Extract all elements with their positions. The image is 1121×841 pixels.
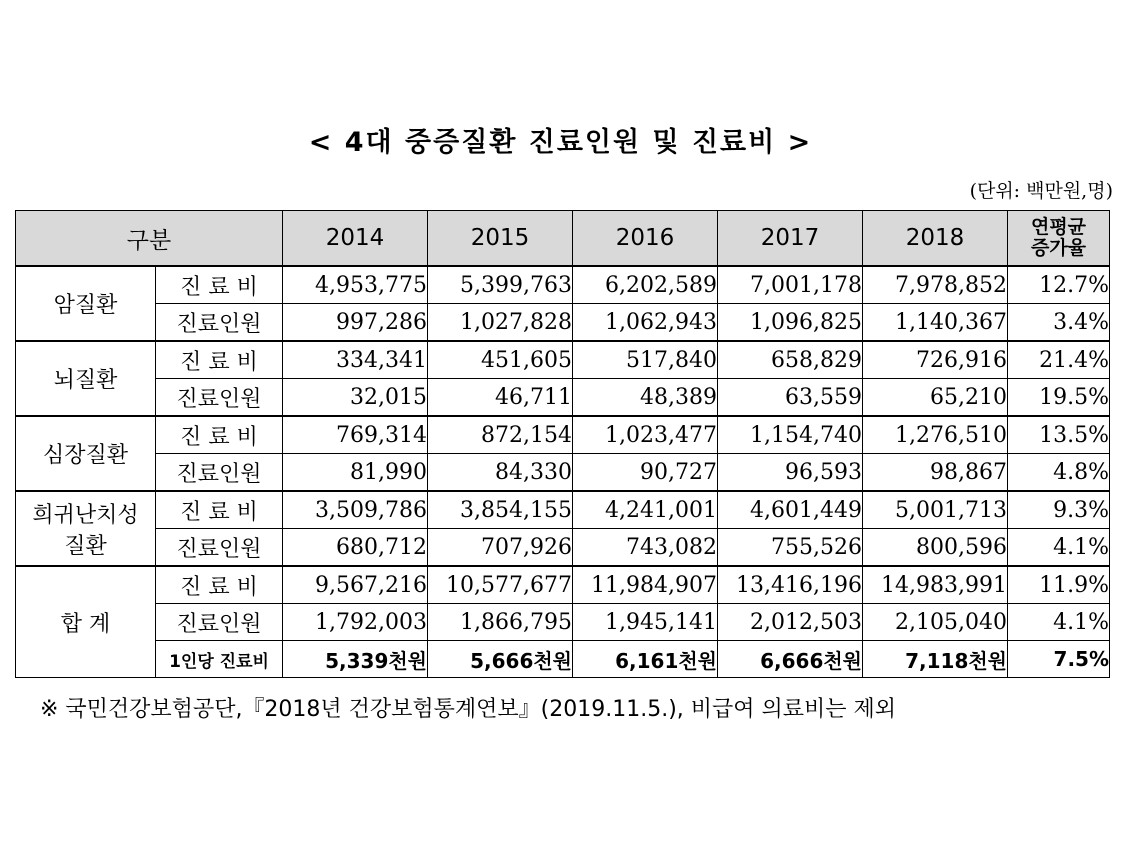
metric-label: 진료인원 (156, 304, 283, 342)
value-cell: 707,926 (428, 529, 573, 567)
header-year: 2017 (718, 211, 863, 267)
value-cell: 6,202,589 (573, 266, 718, 304)
metric-label: 진료인원 (156, 529, 283, 567)
category-label: 합 계 (60, 611, 111, 637)
value-cell: 46,711 (428, 379, 573, 417)
value-cell: 96,593 (718, 454, 863, 492)
value-cell: 1,027,828 (428, 304, 573, 342)
growth-cell: 19.5% (1008, 379, 1110, 417)
value-cell: 1,945,141 (573, 604, 718, 641)
value-cell: 2,105,040 (863, 604, 1008, 641)
header-year: 2015 (428, 211, 573, 267)
statistics-table (15, 210, 1110, 678)
value-cell: 743,082 (573, 529, 718, 567)
category-label: 심장질환 (42, 443, 128, 468)
value-cell: 2,012,503 (718, 604, 863, 641)
value-cell: 4,241,001 (573, 491, 718, 529)
metric-label: 진 료 비 (156, 566, 283, 604)
table-row (16, 304, 1110, 342)
value-cell: 726,916 (863, 341, 1008, 379)
value-cell: 1,276,510 (863, 416, 1008, 454)
value-cell: 5,666천원 (428, 641, 573, 678)
value-cell: 1,062,943 (573, 304, 718, 342)
category-cell (16, 491, 156, 566)
value-cell: 6,161천원 (573, 641, 718, 678)
value-cell: 680,712 (283, 529, 428, 567)
table-row (16, 341, 1110, 379)
metric-label: 진료인원 (156, 454, 283, 492)
growth-cell: 21.4% (1008, 341, 1110, 379)
header-category: 구분 (16, 211, 283, 267)
category-cell (16, 341, 156, 416)
value-cell: 769,314 (283, 416, 428, 454)
header-row (16, 211, 1110, 267)
value-cell: 9,567,216 (283, 566, 428, 604)
growth-cell: 4.8% (1008, 454, 1110, 492)
value-cell: 800,596 (863, 529, 1008, 567)
table-row (16, 529, 1110, 567)
value-cell: 98,867 (863, 454, 1008, 492)
growth-cell: 3.4% (1008, 304, 1110, 342)
value-cell: 63,559 (718, 379, 863, 417)
value-cell: 7,001,178 (718, 266, 863, 304)
value-cell: 997,286 (283, 304, 428, 342)
value-cell: 32,015 (283, 379, 428, 417)
source-note: ※ 국민건강보험공단,『2018년 건강보험통계연보』(2019.11.5.), 비급여 의료비는 제외 (40, 697, 897, 722)
value-cell: 65,210 (863, 379, 1008, 417)
metric-label: 진료인원 (156, 604, 283, 641)
value-cell: 3,854,155 (428, 491, 573, 529)
value-cell: 3,509,786 (283, 491, 428, 529)
table-row (16, 379, 1110, 417)
table-row (16, 266, 1110, 304)
header-growth (1008, 211, 1110, 267)
growth-cell: 11.9% (1008, 566, 1110, 604)
table-row (16, 454, 1110, 492)
table-body (16, 266, 1110, 678)
unit-label: (단위: 백만원,명) (969, 180, 1113, 202)
value-cell: 1,140,367 (863, 304, 1008, 342)
value-cell: 90,727 (573, 454, 718, 492)
value-cell: 4,601,449 (718, 491, 863, 529)
growth-cell: 4.1% (1008, 529, 1110, 567)
value-cell: 11,984,907 (573, 566, 718, 604)
table-row (16, 604, 1110, 641)
value-cell: 517,840 (573, 341, 718, 379)
value-cell: 1,866,795 (428, 604, 573, 641)
value-cell: 1,023,477 (573, 416, 718, 454)
value-cell: 451,605 (428, 341, 573, 379)
metric-label: 진 료 비 (156, 266, 283, 304)
metric-label: 진료인원 (156, 379, 283, 417)
table-row (16, 566, 1110, 604)
value-cell: 14,983,991 (863, 566, 1008, 604)
value-cell: 5,001,713 (863, 491, 1008, 529)
metric-label: 진 료 비 (156, 491, 283, 529)
value-cell: 13,416,196 (718, 566, 863, 604)
value-cell: 1,792,003 (283, 604, 428, 641)
metric-label: 진 료 비 (156, 416, 283, 454)
value-cell: 4,953,775 (283, 266, 428, 304)
value-cell: 872,154 (428, 416, 573, 454)
category-label: 희귀난치성 질환 (32, 502, 139, 559)
table-title: < 4대 중증질환 진료인원 및 진료비 > (308, 127, 813, 158)
category-label: 암질환 (53, 293, 118, 318)
table-row-per-capita (16, 641, 1110, 678)
growth-cell: 4.1% (1008, 604, 1110, 641)
category-cell (16, 566, 156, 678)
header-year: 2014 (283, 211, 428, 267)
value-cell: 7,978,852 (863, 266, 1008, 304)
value-cell: 10,577,677 (428, 566, 573, 604)
category-label: 뇌질환 (53, 368, 118, 393)
growth-cell: 9.3% (1008, 491, 1110, 529)
value-cell: 6,666천원 (718, 641, 863, 678)
value-cell: 1,154,740 (718, 416, 863, 454)
growth-cell: 13.5% (1008, 416, 1110, 454)
category-cell (16, 416, 156, 491)
value-cell: 755,526 (718, 529, 863, 567)
growth-cell: 7.5% (1008, 641, 1110, 678)
growth-cell: 12.7% (1008, 266, 1110, 304)
value-cell: 1,096,825 (718, 304, 863, 342)
value-cell: 5,399,763 (428, 266, 573, 304)
value-cell: 658,829 (718, 341, 863, 379)
category-cell (16, 266, 156, 341)
value-cell: 48,389 (573, 379, 718, 417)
metric-label: 진 료 비 (156, 341, 283, 379)
value-cell: 81,990 (283, 454, 428, 492)
value-cell: 7,118천원 (863, 641, 1008, 678)
header-year: 2016 (573, 211, 718, 267)
table-row (16, 491, 1110, 529)
metric-label: 1인당 진료비 (156, 641, 283, 678)
value-cell: 5,339천원 (283, 641, 428, 678)
table-row (16, 416, 1110, 454)
value-cell: 334,341 (283, 341, 428, 379)
header-growth-label: 연평균 증가율 (1030, 216, 1087, 259)
header-year: 2018 (863, 211, 1008, 267)
value-cell: 84,330 (428, 454, 573, 492)
